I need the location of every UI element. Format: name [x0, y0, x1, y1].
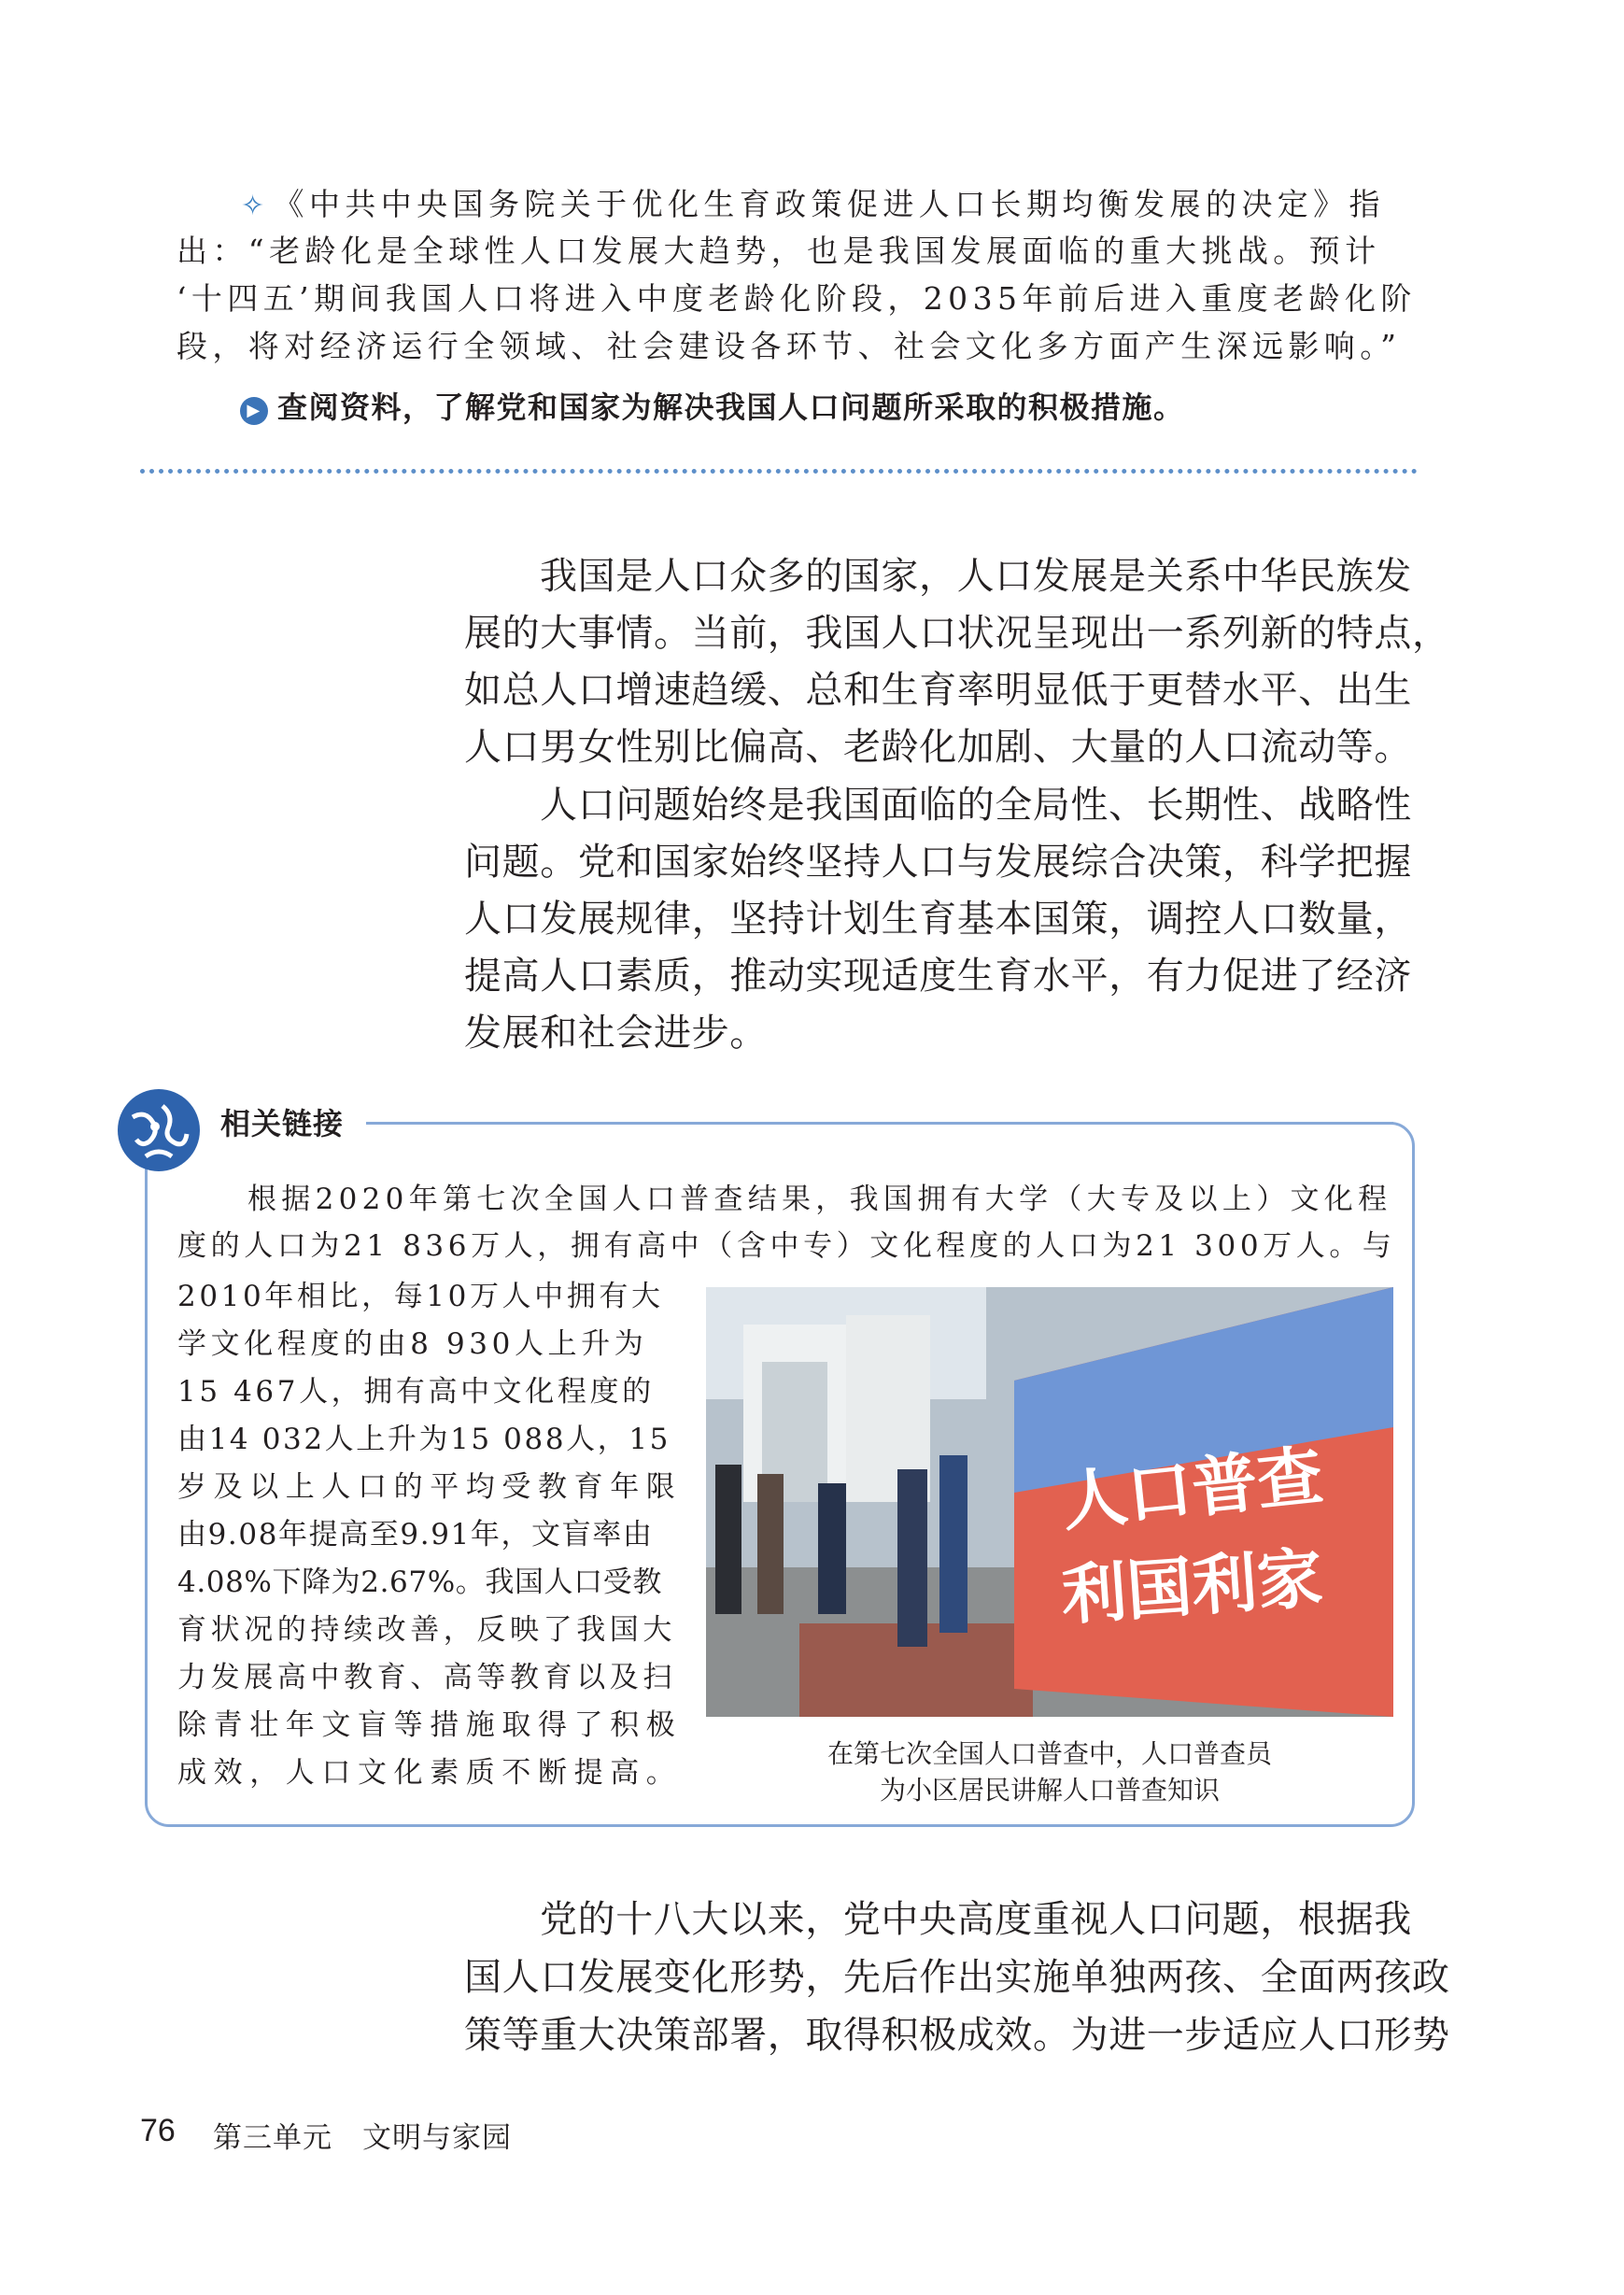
- link-text-line: 成效，人口文化素质不断提高。: [177, 1756, 683, 1790]
- title-rule: [366, 1122, 1393, 1125]
- page-number: 76: [140, 2113, 176, 2148]
- link-text-line: 由14 032人上升为15 088人，15: [177, 1423, 671, 1456]
- body-line: 党的十八大以来，党中央高度重视人口问题，根据我: [540, 1898, 1412, 1941]
- quote-line-1: [241, 180, 1624, 224]
- body-line: 人口发展规律，坚持计划生育基本国策，调控人口数量，: [464, 898, 1412, 941]
- task-text: 查阅资料，了解党和国家为解决我国人口问题所采取的积极措施。: [277, 390, 1185, 425]
- link-text-line: 由9.08年提高至9.91年，文盲率由: [177, 1518, 654, 1551]
- quote-line-4: 段，将对经济运行全领域、社会建设各环节、社会文化多方面产生深远影响。”: [177, 328, 1402, 364]
- section-divider: [140, 469, 1418, 474]
- body-line: 提高人口素质，推动实现适度生育水平，有力促进了经济: [464, 955, 1412, 998]
- census-photo: [706, 1287, 1393, 1717]
- body-line: 人口男女性别比偏高、老龄化加剧、大量的人口流动等。: [464, 726, 1412, 769]
- body-line: 策等重大决策部署，取得积极成效。为进一步适应人口形势: [464, 2014, 1450, 2057]
- link-text-line: 4.08%下降为2.67%。我国人口受教: [177, 1565, 662, 1599]
- link-text-line: 力发展高中教育、高等教育以及扫: [177, 1661, 676, 1694]
- body-line: 展的大事情。当前，我国人口状况呈现出一系列新的特点，: [464, 612, 1450, 655]
- link-globe-icon: [118, 1089, 200, 1171]
- quote-text: 《中共中央国务院关于优化生育政策促进人口长期均衡发展的决定》指: [273, 186, 1385, 222]
- task-prompt: [240, 384, 1185, 427]
- unit-title: 第三单元 文明与家园: [213, 2121, 512, 2155]
- body-line: 国人口发展变化形势，先后作出实施单独两孩、全面两孩政: [464, 1956, 1450, 1999]
- body-line: 人口问题始终是我国面临的全局性、长期性、战略性: [540, 784, 1412, 827]
- body-line: 如总人口增速趋缓、总和生育率明显低于更替水平、出生: [464, 669, 1412, 712]
- body-line: 问题。党和国家始终坚持人口与发展综合决策，科学把握: [464, 841, 1412, 884]
- photo-sign-line-1: 人口普查: [1058, 1437, 1327, 1541]
- photo-caption-line-1: 在第七次全国人口普查中，人口普查员: [826, 1738, 1272, 1769]
- body-line: 发展和社会进步。: [464, 1012, 768, 1055]
- photo-sign-line-2: 利国利家: [1058, 1539, 1325, 1635]
- photo-caption-line-2: 为小区居民讲解人口普查知识: [879, 1775, 1220, 1806]
- play-arrow-icon: ▶: [240, 397, 268, 425]
- sparkle-icon: ✧: [241, 190, 270, 222]
- link-text-line: 育状况的持续改善，反映了我国大: [177, 1613, 676, 1647]
- link-text-line: 度的人口为21 836万人，拥有高中（含中专）文化程度的人口为21 300万人。与: [177, 1229, 1396, 1263]
- link-text-line: 学文化程度的由8 930人上升为: [177, 1327, 648, 1361]
- quote-line-2: 出：“老龄化是全球性人口发展大趋势，也是我国发展面临的重大挑战。预计: [177, 233, 1381, 269]
- link-text-line: 除青壮年文盲等措施取得了积极: [177, 1708, 683, 1742]
- body-line: 我国是人口众多的国家，人口发展是关系中华民族发: [540, 555, 1412, 598]
- link-text-line: 根据2020年第七次全国人口普查结果，我国拥有大学（大专及以上）文化程: [247, 1183, 1392, 1216]
- link-text-line: 2010年相比，每10万人中拥有大: [177, 1280, 664, 1313]
- link-text-line: 15 467人，拥有高中文化程度的: [177, 1375, 655, 1409]
- quote-line-3: ‘十四五’期间我国人口将进入中度老龄化阶段，2035年前后进入重度老龄化阶: [177, 280, 1417, 317]
- related-link-title: 相关链接: [220, 1106, 345, 1141]
- link-text-line: 岁及以上人口的平均受教育年限: [177, 1470, 683, 1504]
